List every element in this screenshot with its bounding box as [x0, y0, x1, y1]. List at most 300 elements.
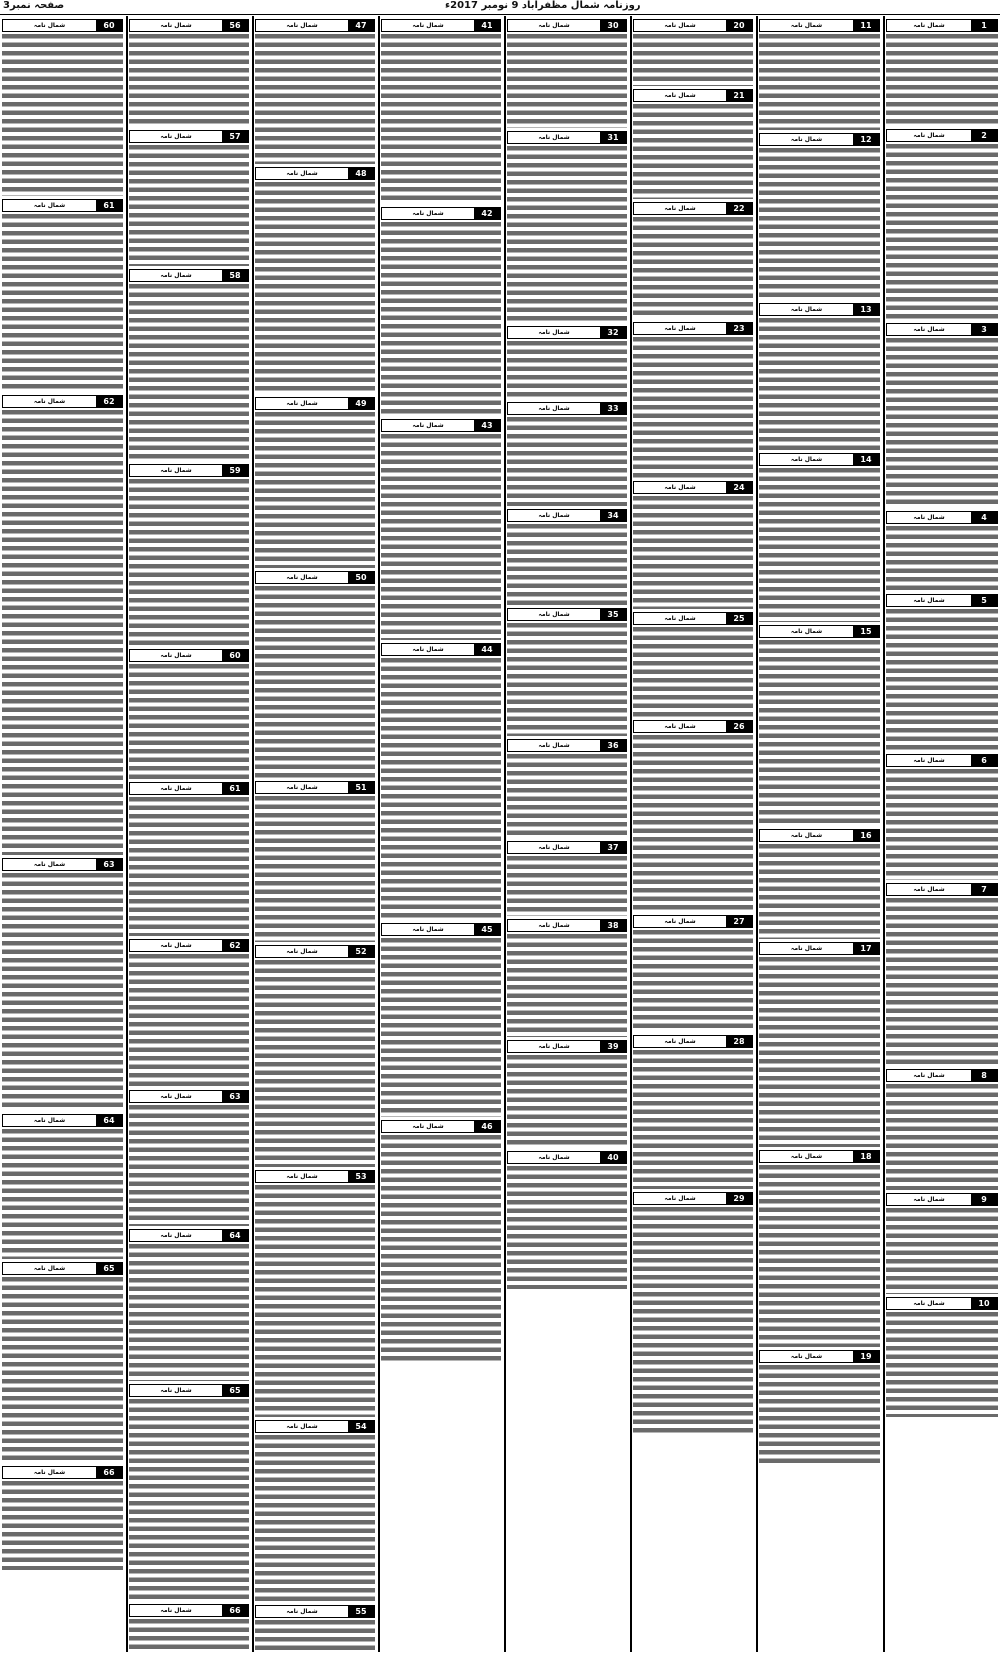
item-kicker: شمال نامہ — [160, 942, 192, 949]
item-header-bar — [633, 1035, 753, 1048]
item-body-text — [381, 434, 501, 640]
item-header-bar — [2, 1262, 123, 1275]
item-header-bar — [129, 464, 249, 477]
item-body-text — [255, 1435, 375, 1602]
item-body-text — [129, 34, 249, 127]
item-body-text — [507, 146, 627, 323]
column-rule — [126, 16, 128, 1652]
news-item — [757, 1150, 882, 1347]
item-body-text — [255, 796, 375, 942]
item-number: 41 — [474, 20, 500, 31]
item-kicker: شمال نامہ — [664, 1195, 696, 1202]
item-kicker: شمال نامہ — [538, 134, 570, 141]
item-kicker: شمال نامہ — [790, 628, 823, 635]
item-header-bar — [255, 781, 375, 794]
item-number: 35 — [600, 609, 626, 620]
item-body-text — [2, 34, 123, 196]
item-number: 64 — [222, 1230, 248, 1241]
item-kicker: شمال نامہ — [286, 22, 318, 29]
item-kicker: شمال نامہ — [33, 1265, 66, 1272]
item-kicker: شمال نامہ — [664, 22, 696, 29]
item-header-bar — [129, 1384, 249, 1397]
item-body-text — [759, 148, 880, 300]
news-item — [757, 453, 882, 622]
column-rule — [378, 16, 380, 1652]
item-body-text — [129, 145, 249, 266]
item-number: 25 — [726, 613, 752, 624]
item-body-text — [759, 34, 880, 130]
news-column — [505, 16, 629, 1652]
item-kicker: شمال نامہ — [160, 272, 192, 279]
item-header-bar — [507, 1151, 627, 1164]
item-number: 16 — [853, 830, 879, 841]
item-kicker: شمال نامہ — [664, 615, 696, 622]
news-item — [127, 782, 251, 936]
item-kicker: شمال نامہ — [913, 326, 945, 333]
item-body-text — [129, 1105, 249, 1226]
news-item — [127, 1604, 251, 1652]
item-kicker: شمال نامہ — [790, 456, 823, 463]
column-rule — [504, 16, 506, 1652]
item-number: 2 — [971, 130, 997, 141]
item-number: 46 — [474, 1121, 500, 1132]
item-header-bar — [633, 19, 753, 32]
item-number: 42 — [474, 208, 500, 219]
item-number: 38 — [600, 920, 626, 931]
item-number: 66 — [96, 1467, 122, 1478]
item-number: 26 — [726, 721, 752, 732]
item-header-bar — [886, 129, 998, 142]
news-item — [127, 939, 251, 1087]
item-body-text — [2, 1129, 123, 1259]
item-body-text — [507, 856, 627, 916]
news-item — [884, 883, 1000, 1066]
item-body-text — [759, 1165, 880, 1347]
item-kicker: شمال نامہ — [286, 1608, 318, 1615]
item-header-bar — [129, 782, 249, 795]
item-kicker: شمال نامہ — [286, 400, 318, 407]
news-item — [379, 1120, 503, 1363]
item-kicker: شمال نامہ — [664, 325, 696, 332]
news-item — [505, 919, 629, 1037]
item-body-text — [255, 412, 375, 568]
item-header-bar — [255, 397, 375, 410]
news-item — [884, 511, 1000, 591]
news-column — [379, 16, 503, 1652]
news-item — [253, 781, 377, 942]
item-header-bar — [381, 419, 501, 432]
item-header-bar — [886, 1193, 998, 1206]
item-header-bar — [507, 131, 627, 144]
news-item — [884, 594, 1000, 751]
item-kicker: شمال نامہ — [33, 861, 66, 868]
item-header-bar — [633, 202, 753, 215]
item-body-text — [759, 1365, 880, 1463]
news-item — [505, 326, 629, 399]
column-rule — [756, 16, 758, 1652]
news-item — [884, 1069, 1000, 1190]
item-body-text — [633, 496, 753, 609]
item-header-bar — [759, 19, 880, 32]
item-header-bar — [633, 481, 753, 494]
item-body-text — [507, 524, 627, 605]
item-header-bar — [633, 915, 753, 928]
item-number: 66 — [222, 1605, 248, 1616]
item-kicker: شمال نامہ — [790, 1153, 823, 1160]
item-number: 62 — [222, 940, 248, 951]
item-body-text — [507, 1166, 627, 1289]
item-body-text — [759, 957, 880, 1147]
item-number: 20 — [726, 20, 752, 31]
item-header-bar — [507, 326, 627, 339]
news-item — [379, 643, 503, 920]
item-kicker: شمال نامہ — [913, 132, 945, 139]
item-body-text — [129, 479, 249, 646]
item-kicker: شمال نامہ — [33, 1117, 66, 1124]
news-item — [884, 19, 1000, 126]
item-body-text — [886, 898, 998, 1066]
item-body-text — [129, 954, 249, 1087]
item-number: 13 — [853, 304, 879, 315]
item-header-bar — [633, 612, 753, 625]
item-kicker: شمال نامہ — [286, 1423, 318, 1430]
item-header-bar — [633, 89, 753, 102]
item-body-text — [759, 640, 880, 826]
item-kicker: شمال نامہ — [538, 611, 570, 618]
news-item — [757, 303, 882, 450]
item-header-bar — [255, 945, 375, 958]
item-kicker: شمال نامہ — [412, 1123, 444, 1130]
item-number: 60 — [96, 20, 122, 31]
item-number: 63 — [96, 859, 122, 870]
item-header-bar — [129, 19, 249, 32]
item-number: 32 — [600, 327, 626, 338]
item-header-bar — [129, 130, 249, 143]
news-item — [757, 133, 882, 300]
item-body-text — [886, 769, 998, 880]
news-item — [631, 202, 755, 319]
item-kicker: شمال نامہ — [913, 514, 945, 521]
item-header-bar — [129, 1604, 249, 1617]
news-item — [127, 19, 251, 127]
item-body-text — [381, 222, 501, 416]
item-header-bar — [129, 269, 249, 282]
column-rule — [252, 16, 254, 1652]
item-number: 62 — [96, 396, 122, 407]
item-body-text — [633, 627, 753, 717]
item-header-bar — [507, 919, 627, 932]
news-item — [0, 395, 125, 855]
news-item — [0, 199, 125, 392]
item-kicker: شمال نامہ — [286, 784, 318, 791]
item-body-text — [633, 1207, 753, 1435]
column-rule — [883, 16, 885, 1652]
item-number: 54 — [348, 1421, 374, 1432]
item-number: 30 — [600, 20, 626, 31]
item-kicker: شمال نامہ — [286, 948, 318, 955]
item-header-bar — [759, 133, 880, 146]
item-header-bar — [507, 402, 627, 415]
item-header-bar — [381, 207, 501, 220]
item-number: 6 — [971, 755, 997, 766]
item-kicker: شمال نامہ — [790, 306, 823, 313]
news-item — [757, 625, 882, 826]
item-body-text — [886, 34, 998, 126]
item-header-bar — [633, 720, 753, 733]
news-item — [505, 19, 629, 128]
item-kicker: شمال نامہ — [913, 1196, 945, 1203]
item-kicker: شمال نامہ — [790, 22, 823, 29]
item-body-text — [633, 1050, 753, 1189]
item-body-text — [507, 623, 627, 736]
item-body-text — [507, 1055, 627, 1148]
item-kicker: شمال نامہ — [412, 22, 444, 29]
item-number: 19 — [853, 1351, 879, 1362]
item-header-bar — [507, 1040, 627, 1053]
item-number: 50 — [348, 572, 374, 583]
news-item — [631, 720, 755, 912]
item-kicker: شمال نامہ — [913, 22, 945, 29]
item-body-text — [507, 934, 627, 1037]
news-item — [253, 397, 377, 568]
item-number: 21 — [726, 90, 752, 101]
news-item — [631, 19, 755, 86]
item-number: 17 — [853, 943, 879, 954]
item-number: 31 — [600, 132, 626, 143]
item-header-bar — [381, 1120, 501, 1133]
item-kicker: شمال نامہ — [913, 597, 945, 604]
item-number: 23 — [726, 323, 752, 334]
item-kicker: شمال نامہ — [664, 1038, 696, 1045]
item-number: 22 — [726, 203, 752, 214]
item-header-bar — [507, 509, 627, 522]
column-rule — [630, 16, 632, 1652]
news-item — [253, 167, 377, 394]
item-kicker: شمال نامہ — [538, 844, 570, 851]
item-number: 45 — [474, 924, 500, 935]
item-header-bar — [2, 395, 123, 408]
item-number: 64 — [96, 1115, 122, 1126]
item-header-bar — [507, 608, 627, 621]
item-body-text — [759, 468, 880, 622]
item-body-text — [886, 1208, 998, 1294]
item-header-bar — [759, 1350, 880, 1363]
item-kicker: شمال نامہ — [538, 1043, 570, 1050]
news-item — [505, 1151, 629, 1289]
item-body-text — [2, 873, 123, 1111]
item-number: 49 — [348, 398, 374, 409]
news-item — [757, 942, 882, 1147]
item-body-text — [886, 1312, 998, 1417]
news-item — [253, 1420, 377, 1602]
item-kicker: شمال نامہ — [412, 646, 444, 653]
item-header-bar — [886, 883, 998, 896]
news-item — [884, 1193, 1000, 1294]
item-kicker: شمال نامہ — [160, 1387, 192, 1394]
news-item — [505, 739, 629, 838]
item-number: 29 — [726, 1193, 752, 1204]
item-number: 63 — [222, 1091, 248, 1102]
item-body-text — [129, 1244, 249, 1381]
news-column — [253, 16, 377, 1652]
news-item — [631, 1192, 755, 1435]
item-body-text — [759, 318, 880, 450]
item-number: 65 — [96, 1263, 122, 1274]
news-item — [631, 481, 755, 609]
news-item — [253, 1170, 377, 1417]
item-header-bar — [255, 19, 375, 32]
news-item — [631, 612, 755, 717]
item-number: 27 — [726, 916, 752, 927]
item-kicker: شمال نامہ — [790, 1353, 823, 1360]
item-number: 52 — [348, 946, 374, 957]
news-item — [505, 402, 629, 506]
news-column — [631, 16, 755, 1652]
item-kicker: شمال نامہ — [913, 757, 945, 764]
news-item — [884, 129, 1000, 320]
item-header-bar — [633, 322, 753, 335]
item-header-bar — [886, 1069, 998, 1082]
item-kicker: شمال نامہ — [412, 422, 444, 429]
news-item — [127, 1229, 251, 1381]
news-item — [127, 1090, 251, 1226]
item-body-text — [255, 960, 375, 1167]
item-number: 39 — [600, 1041, 626, 1052]
item-kicker: شمال نامہ — [33, 22, 66, 29]
item-header-bar — [2, 1466, 123, 1479]
news-item — [379, 923, 503, 1117]
news-item — [379, 419, 503, 640]
item-body-text — [381, 938, 501, 1117]
item-number: 47 — [348, 20, 374, 31]
item-kicker: شمال نامہ — [412, 926, 444, 933]
item-body-text — [129, 284, 249, 461]
item-number: 28 — [726, 1036, 752, 1047]
news-item — [505, 1040, 629, 1148]
item-number: 58 — [222, 270, 248, 281]
dateline: روزنامہ شمال مظفرآباد 9 نومبر 2017ء — [445, 0, 641, 11]
item-header-bar — [381, 923, 501, 936]
item-number: 43 — [474, 420, 500, 431]
news-column — [0, 16, 125, 1652]
item-number: 33 — [600, 403, 626, 414]
item-body-text — [381, 34, 501, 204]
item-header-bar — [507, 841, 627, 854]
item-kicker: شمال نامہ — [790, 832, 823, 839]
news-item — [0, 19, 125, 196]
item-header-bar — [886, 754, 998, 767]
news-item — [127, 1384, 251, 1601]
item-body-text — [886, 609, 998, 751]
item-header-bar — [129, 939, 249, 952]
item-header-bar — [381, 643, 501, 656]
news-item — [505, 131, 629, 323]
news-item — [884, 754, 1000, 880]
item-body-text — [633, 104, 753, 199]
news-item — [127, 130, 251, 266]
item-body-text — [255, 586, 375, 778]
item-body-text — [381, 658, 501, 920]
item-number: 5 — [971, 595, 997, 606]
news-item — [757, 19, 882, 130]
item-kicker: شمال نامہ — [33, 1469, 66, 1476]
item-body-text — [507, 34, 627, 128]
item-kicker: شمال نامہ — [664, 918, 696, 925]
item-kicker: شمال نامہ — [538, 22, 570, 29]
item-kicker: شمال نامہ — [790, 945, 823, 952]
item-kicker: شمال نامہ — [913, 886, 945, 893]
item-header-bar — [129, 649, 249, 662]
item-kicker: شمال نامہ — [160, 1607, 192, 1614]
item-body-text — [129, 664, 249, 779]
item-header-bar — [129, 1229, 249, 1242]
item-number: 3 — [971, 324, 997, 335]
item-body-text — [129, 1619, 249, 1652]
item-kicker: شمال نامہ — [664, 92, 696, 99]
news-item — [253, 571, 377, 778]
news-item — [631, 89, 755, 199]
news-item — [505, 509, 629, 605]
item-kicker: شمال نامہ — [160, 133, 192, 140]
item-number: 1 — [971, 20, 997, 31]
item-number: 36 — [600, 740, 626, 751]
news-item — [253, 19, 377, 164]
item-body-text — [633, 735, 753, 912]
item-header-bar — [2, 199, 123, 212]
news-column — [757, 16, 882, 1652]
item-body-text — [2, 410, 123, 855]
item-body-text — [633, 337, 753, 478]
news-item — [253, 945, 377, 1167]
item-number: 65 — [222, 1385, 248, 1396]
item-kicker: شمال نامہ — [160, 1093, 192, 1100]
item-number: 55 — [348, 1606, 374, 1617]
news-item — [253, 1605, 377, 1652]
news-item — [505, 841, 629, 916]
item-body-text — [255, 1620, 375, 1652]
item-kicker: شمال نامہ — [538, 742, 570, 749]
item-body-text — [633, 217, 753, 319]
item-kicker: شمال نامہ — [160, 467, 192, 474]
item-header-bar — [2, 19, 123, 32]
item-number: 18 — [853, 1151, 879, 1162]
news-item — [884, 1297, 1000, 1417]
item-body-text — [633, 930, 753, 1032]
item-number: 11 — [853, 20, 879, 31]
item-header-bar — [2, 858, 123, 871]
item-header-bar — [886, 1297, 998, 1310]
item-body-text — [886, 526, 998, 591]
item-number: 24 — [726, 482, 752, 493]
item-header-bar — [759, 942, 880, 955]
item-header-bar — [886, 594, 998, 607]
item-header-bar — [633, 1192, 753, 1205]
news-item — [757, 829, 882, 939]
masthead — [0, 0, 1000, 15]
news-item — [127, 464, 251, 646]
item-header-bar — [129, 1090, 249, 1103]
item-body-text — [633, 34, 753, 86]
item-number: 14 — [853, 454, 879, 465]
item-header-bar — [255, 1605, 375, 1618]
item-body-text — [886, 338, 998, 508]
item-kicker: شمال نامہ — [160, 652, 192, 659]
item-number: 7 — [971, 884, 997, 895]
item-header-bar — [2, 1114, 123, 1127]
item-number: 53 — [348, 1171, 374, 1182]
item-header-bar — [886, 323, 998, 336]
item-body-text — [2, 1481, 123, 1570]
